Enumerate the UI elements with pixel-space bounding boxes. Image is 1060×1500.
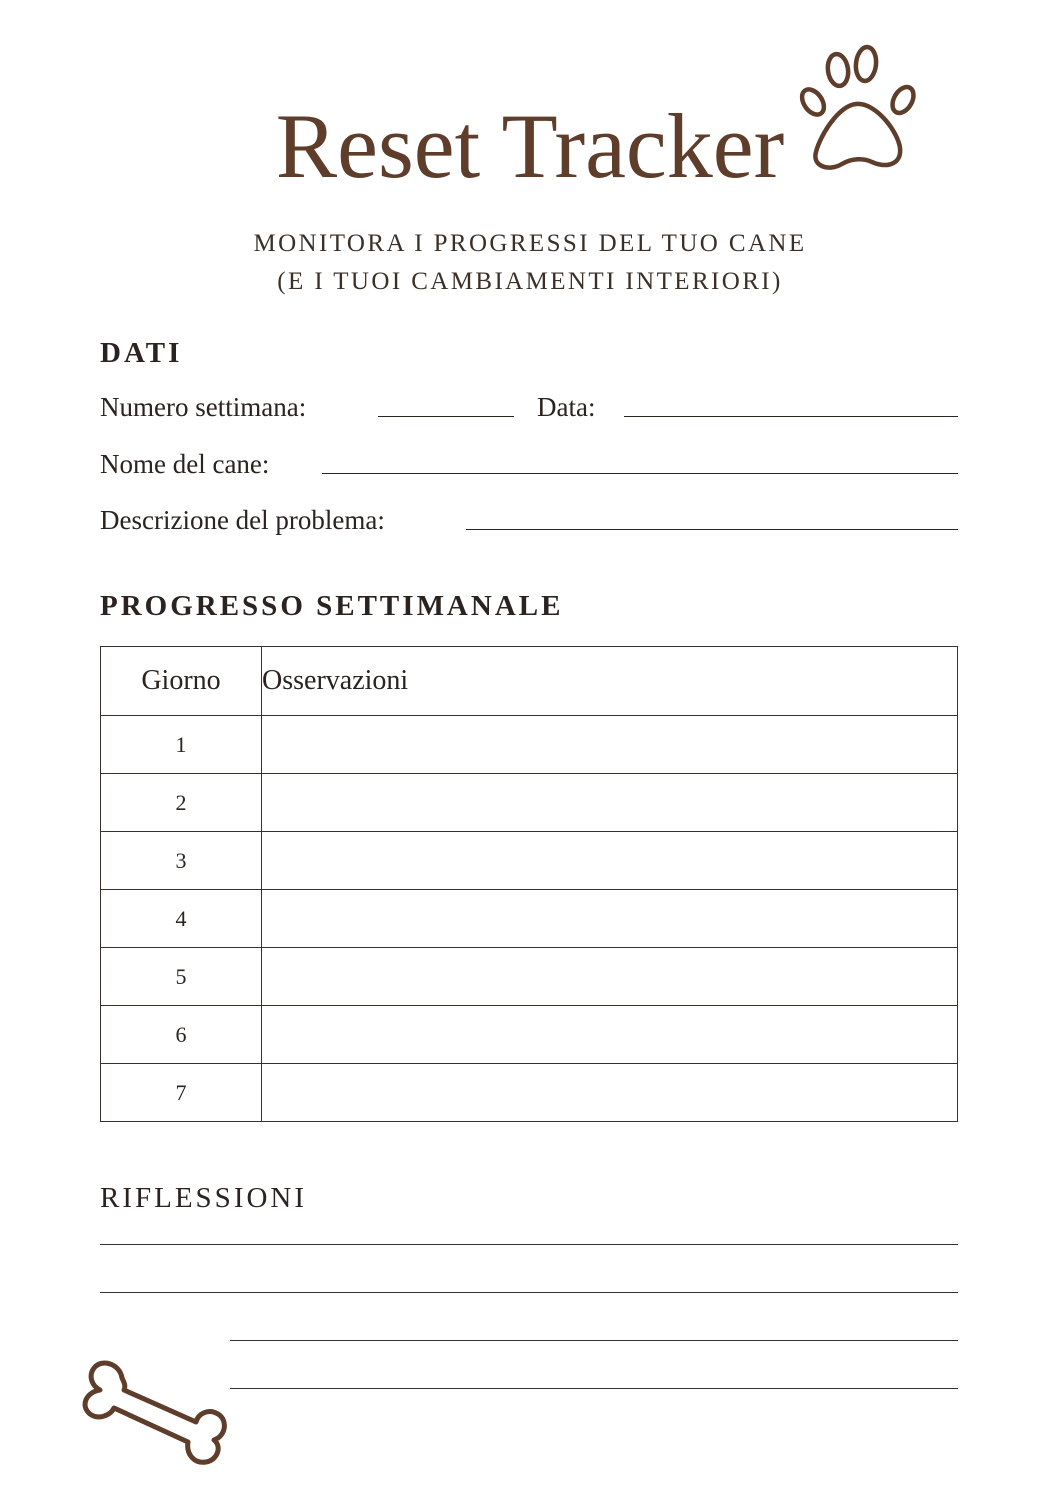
weekly-progress-table	[100, 646, 958, 1122]
notes-cell[interactable]	[262, 832, 958, 890]
table-row	[101, 948, 958, 1006]
section-heading-dati: DATI	[100, 337, 183, 369]
bone-icon	[76, 1350, 232, 1470]
table-row	[101, 832, 958, 890]
table-header-row	[101, 647, 958, 716]
reflection-line[interactable]	[230, 1340, 958, 1341]
dog-name-field[interactable]	[322, 473, 958, 474]
day-number: 2	[101, 774, 262, 832]
day-number: 6	[101, 1006, 262, 1064]
subtitle-line-2: (E I TUOI CAMBIAMENTI INTERIORI)	[277, 268, 783, 295]
paw-icon	[788, 42, 928, 182]
reflection-line[interactable]	[100, 1244, 958, 1245]
table-row	[101, 774, 958, 832]
notes-cell[interactable]	[262, 948, 958, 1006]
reflection-line[interactable]	[230, 1388, 958, 1389]
page-title: Reset Tracker	[275, 95, 785, 197]
table-row	[101, 890, 958, 948]
day-number: 1	[101, 716, 262, 774]
week-number-field[interactable]	[378, 416, 514, 417]
column-header-notes: Osservazioni	[262, 647, 958, 716]
week-number-label: Numero settimana:	[100, 392, 307, 422]
day-number: 4	[101, 890, 262, 948]
table-row	[101, 1064, 958, 1122]
problem-description-label: Descrizione del problema:	[100, 505, 385, 535]
date-label: Data:	[537, 392, 596, 422]
table-row	[101, 1006, 958, 1064]
date-field[interactable]	[624, 416, 958, 417]
section-heading-reflections: RIFLESSIONI	[100, 1182, 308, 1214]
day-number: 7	[101, 1064, 262, 1122]
column-header-day: Giorno	[101, 647, 262, 716]
subtitle-line-1: MONITORA I PROGRESSI DEL TUO CANE	[253, 230, 807, 257]
dog-name-label: Nome del cane:	[100, 449, 270, 479]
day-number: 3	[101, 832, 262, 890]
section-heading-progress: PROGRESSO SETTIMANALE	[100, 590, 564, 622]
notes-cell[interactable]	[262, 1064, 958, 1122]
notes-cell[interactable]	[262, 774, 958, 832]
notes-cell[interactable]	[262, 716, 958, 774]
notes-cell[interactable]	[262, 890, 958, 948]
notes-cell[interactable]	[262, 1006, 958, 1064]
reflection-line[interactable]	[100, 1292, 958, 1293]
day-number: 5	[101, 948, 262, 1006]
problem-description-field[interactable]	[466, 529, 958, 530]
table-row	[101, 716, 958, 774]
